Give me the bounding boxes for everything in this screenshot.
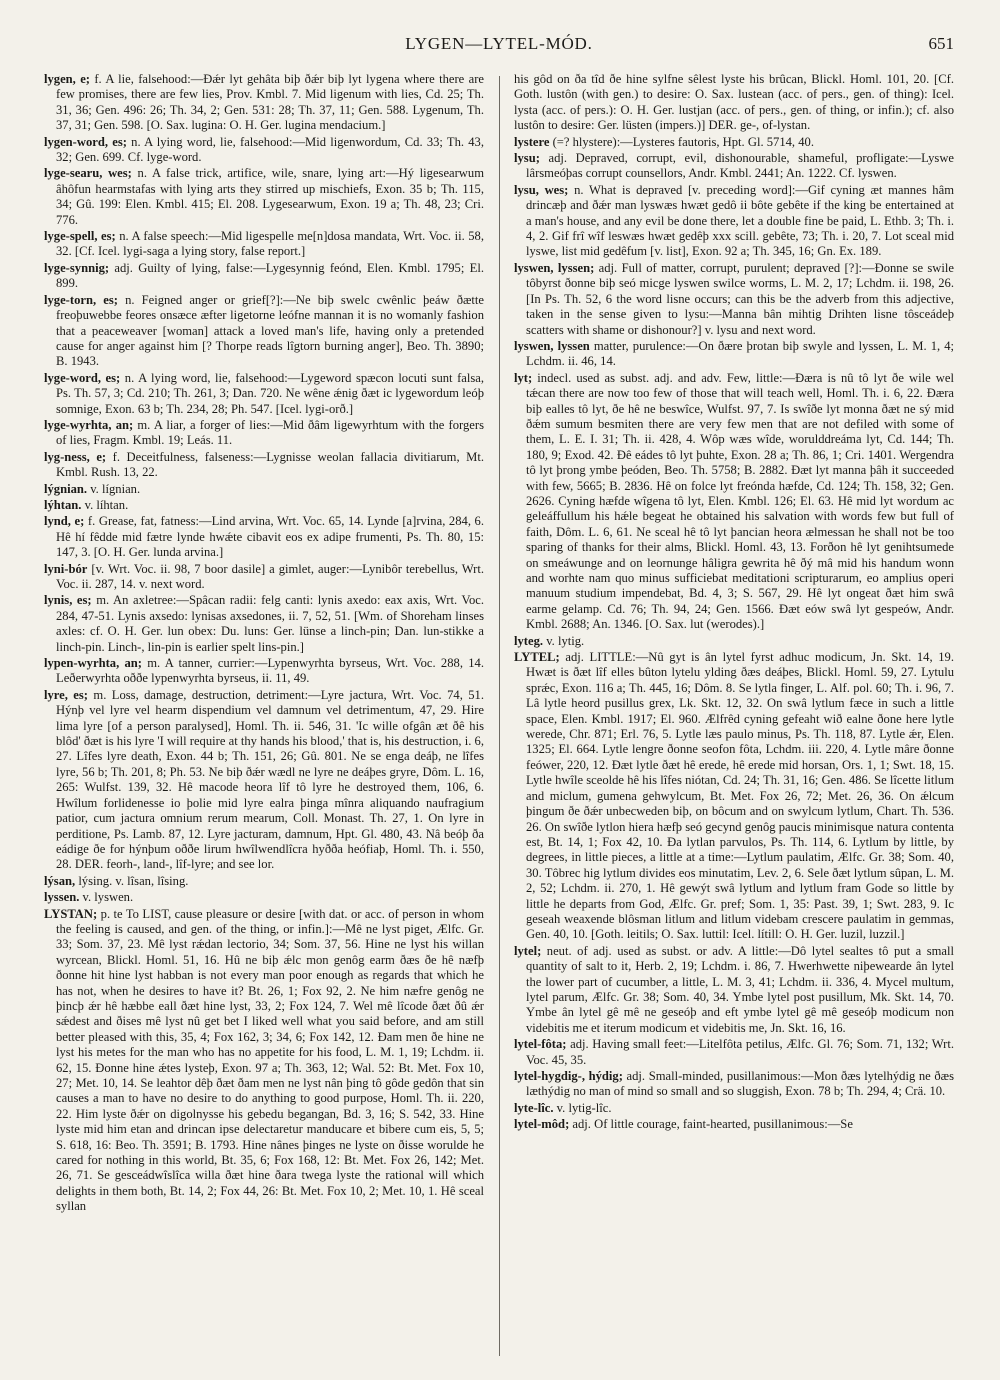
entry-text: adj. Guilty of lying, false:—Lygesynnig feónd, Elen. Kmbl. 1795; El. 899. <box>56 260 484 291</box>
dictionary-entry <box>514 261 954 338</box>
entry-headword: lyteg. <box>514 633 544 648</box>
dictionary-entry <box>44 562 484 593</box>
entry-headword: lytel-fôta; <box>514 1037 567 1052</box>
entry-text: m. Loss, damage, destruction, detriment:—Lyre jactura, Wrt. Voc. 74, 51. Hýnþ vel lyre vel hearm dispendium vel damnum vel detrimentum, 47, 29. Hire lima lyre [of a person paralysed], Homl. Th. ii. 546, 31. 'Ic wille ofgân æt ðê his blôd' ðæt is his lyre 'I will require at thy hands his blood,' that is, his destruction, i. 6, 27. Lîfes lyre death, Exon. 44 b; Th. 151, 26; Gû. 801. Ne se enga deáþ, ne lîfes lyre, 56 b; Th. 201, 8; Ph. 53. Ne biþ ðǽr wædl ne lyre ne deáþes gryre, Dôm. L. 16, 265: Wulfst. 139, 32. Hê macode heora lîf tô lyre he destroyed them, 106, 6. Hwîlum forlidenesse io þolie mid lyre ealra þinga mînra aliquando naufragium patior, cum jactura omnium rerum mearum, Coll. Monast. Th. 27, 1. On lyre in perditione, Ps. Lamb. 87, 12. Lyre jacturam, damnum, Hpt. Gl. 480, 43. Nâ beóþ ða eádige ðe for hýnþum oððe lirum hwîlwendlîcra hyðða heófiaþ, Homl. Th. i. 550, 28. DER. feorh-, land-, lîf-lyre; and see lor. <box>56 687 484 872</box>
dictionary-entry <box>514 371 954 633</box>
dictionary-entry <box>44 229 484 260</box>
dictionary-entry <box>44 514 484 560</box>
dictionary-entry <box>44 135 484 166</box>
entry-headword: lyswen, lyssen; <box>514 260 595 275</box>
dictionary-entry <box>44 688 484 873</box>
dictionary-entry <box>514 72 954 134</box>
entry-headword: lysu, wes; <box>514 182 569 197</box>
entry-headword: lytel-môd; <box>514 1117 570 1132</box>
entry-text: lýsing. v. lîsan, lîsing. <box>78 873 189 888</box>
dictionary-entry <box>44 450 484 481</box>
dictionary-entry <box>514 1069 954 1100</box>
dictionary-entry <box>44 656 484 687</box>
entry-headword: lyre, es; <box>44 687 88 702</box>
entry-text: his gôd on ða tîd ðe hine sylfne sêlest lyste his brûcan, Blickl. Homl. 101, 20. [Cf. Goth. lustôn (with gen.) to desire: O. Sax. lustean (acc. of pers., gen. of thing): Icel. lysta (acc. of pers.): O. H. Ger. lustjan (acc. of pers., gen. of thing, or infin.); cf. also lustôn to desire: Ger. lüsten (impers.)] DER. ge-, of-lystan. <box>514 72 954 133</box>
entry-text: adj. Full of matter, corrupt, purulent; depraved [?]:—Ðonne se swile tôbyrst ðonne biþ seó micge lyswen swilce worms, L. M. 2, 17; Lchdm. ii. 198, 26. [In Ps. Th. 52, 6 the word lisne occurs; can this be the adverb from this adjective, taken in the sense given to lysu:—Manna bân mihtig Drihten lisne tôsceádeþ scatters with shame or dishonour?] v. lysu and next word. <box>526 260 954 337</box>
entry-text: adj. Of little courage, faint-hearted, pusillanimous:—Se <box>572 1117 853 1132</box>
dictionary-entry <box>514 1117 954 1132</box>
entry-text: f. Deceitfulness, falseness:—Lygnisse weolan fallacia divitiarum, Mt. Kmbl. Rush. 13, 22. <box>56 449 484 480</box>
entry-text: p. te To LIST, cause pleasure or desire [with dat. or acc. of person in whom the feeling is caused, and gen. of the thing, or infin.]:—Mê ne lyst piget, Ælfc. Gr. 33; Som. 37, 23. Mê lyst rǽdan lectorio, 34; Som. 37, 56. Hine ne lyst his willan wyrcean, Blickl. Homl. 51, 16. Hû ne biþ ǽlc mon genôg earm ðæs ðe hê næfþ ðonne hit hine lyst habban is not every man poor enough as regards that which he has not, when he desires to have it? Bt. 26, 1; Fox 92, 2. Ne him næfre genôg ne þincþ ǽr hê hæbbe eall ðæt hine lyst, 33, 2; Fox 124, 7. Wel mê lîcode ðæt ðû ǽr sǽdest and ðises mê lyst nû get bet I liked well what you said before, and am still better pleased with this, 35, 4; Fox 162, 3; 34, 6; Fox 142, 12. Ðam men ðe hine ne lyst his metes for the man who has no appetite for his food, L. M. 1, 19; Lchdm. ii. 62, 15. Ðonne hine ǽtes lysteþ, Exon. 97 a; Th. 363, 12; Wal. 52: Bt. Met. Fox 10, 27; Met. 10, 14. Se leahtor dêþ ðæt ðam men ne lyst nân þing tô gôde gedôn that sin causes a man to have no desire to do anything to good purpose, Homl. Th. ii. 220, 22. Him lyste ðǽr on digolnysse his gebedu begangan, Bd. 3, 16; S. 542, 33. Hine lyste mid him etan and drincan ipse delectaretur manducare et bibere cum eis, 5, 5; S. 618, 16: Beo. Th. 3591; B. 1793. Hine nânes þinges ne lyste on ðisse worulde he cared for nothing in this world, Bt. 35, 6; Fox 168, 12: Bt. Met. Fox 26, 142; Met. 26, 71. Se gesceádwîslîca willa ðæt hine ðara twega lyste the rational will which delights in them both, Bt. 14, 2; Fox 44, 26: Bt. Met. Fox 10, 2; Met. 10, 1. Hê sceal syllan <box>56 906 484 1214</box>
entry-text: [v. Wrt. Voc. ii. 98, 7 boor dasile] a gimlet, auger:—Lynibôr terebellus, Wrt. Voc. ii. 287, 14. v. next word. <box>56 561 484 591</box>
dictionary-entry <box>44 166 484 228</box>
dictionary-entry <box>44 890 484 905</box>
entry-headword: lytel-hygdig-, hýdig; <box>514 1069 623 1083</box>
entry-text: adj. Having small feet:—Litelfôta petilus, Ælfc. Gl. 76; Som. 71, 132; Wrt. Voc. 45, 35. <box>526 1037 954 1067</box>
entry-text: indecl. used as subst. adj. and adv. Few, little:—Ðæra is nû tô lyt ðe wile wel tǽcan there are now too few of those that will teach well, Homl. Th. i. 6, 22. Ðæra biþ ealles tô lyt, ðe hê ne beswîce, Wulfst. 97, 7. Is swîðe lyt monna ðæt ne sý mid ðǽm sumum besmiten there are very few men that are not defiled with some of them, L. E. I. 31; Th. ii. 428, 4. Wôp wæs wîde, worulddreáma lyt, Cd. 144; Th. 180, 9; Exod. 42. Ðê eádes tô lyt þuhte, Exon. 28 a; Th. 86, 1; Cri. 1401. Wergendra tô lyt þrong ymbe þeóden, Beo. Th. 5758; B. 2882. Ðæt lyt manna þâh it succeeded with few, 5665; B. 2836. Hê on folce lyt freónda hæfde, Cd. 124; Th. 158, 32; Gen. 2626. Cyning hæfde wîgena tô lyt, Elen. Kmbl. 126; El. 63. Hê mid lyt wordum ac geleáffullum his hǽle begeat he obtained his salvation with words few but full of faith, Dôm. L. 6, 61. Ne sceal hê tô lyt þancian heora ælmessan he shall not be too sparing of thanks for their alms, Blickl. Homl. 43, 13. Forðon hê lyt genihtsumede on smeáwunge and on leornunge hâligra gewrita hê ðý mâ mid his handum wonn and worhte nam quo minus sufficiebat meditationi scripturarum, eo amplius operi manuum studium impendebat, Bd. 4, 3; S. 567, 29. Hê lyt ongeat ðæt him swâ earme gelamp. Cd. 76; Th. 94, 24; Gen. 1566. Ðæt eów swâ lyt gespeów, Andr. Kmbl. 2688; An. 1346. [O. Sax. lut (werodes).] <box>526 370 954 632</box>
dictionary-entry <box>514 1101 954 1116</box>
entry-headword: lýhtan. <box>44 497 82 512</box>
entry-headword: lyge-torn, es; <box>44 292 118 307</box>
dictionary-entry <box>44 418 484 449</box>
entry-text: v. líhtan. <box>84 497 129 512</box>
dictionary-entry <box>514 183 954 260</box>
entry-text: m. An axletree:—Spâcan radii: felg canti: lynis axedo: eax axis, Wrt. Voc. 284, 47-51. Lynis axsedo: lynisas axsedones, ii. 7, 52, 51. [Wm. of Shoreham linses axles: cf. O. H. Ger. lun obex: Du. luns: Ger. lünse a linch-pin; Dan. lun-stikke a linch-pin. Linch-, lin-pin is earlier spelt lins-pin.] <box>56 593 484 654</box>
dictionary-entry <box>44 482 484 497</box>
entry-text: n. A lying word, lie, falsehood:—Lygeword spæcon locuti sunt falsa, Ps. Th. 57, 3; Cd. 210; Th. 261, 3; Dan. 720. Ne wêne ǽnig ðæt ic lygewordum leóþ somnige, Exon. 63 b; Th. 234, 28; Ph. 547. [Icel. lygi-orð.] <box>56 370 484 416</box>
dictionary-entry <box>514 339 954 370</box>
dictionary-entry <box>514 944 954 1036</box>
dictionary-entry <box>514 135 954 150</box>
entry-headword: lyg-ness, e; <box>44 449 107 464</box>
entry-headword: lyge-wyrhta, an; <box>44 417 134 432</box>
dictionary-entry <box>44 261 484 292</box>
page-number: 651 <box>928 34 954 53</box>
entry-text: n. A false trick, artifice, wile, snare, lying art:—Hý ligesearwum âhôfun hearmstafas with lying arts they stirred up mischiefs, Exon. 35 b; Th. 115, 34; Gû. 199: Elen. Kmbl. 415; El. 208. Lygesearwum, Exon. 19 a; Th. 48, 23; Cri. 776. <box>56 166 484 227</box>
entry-headword: lýsan, <box>44 873 76 888</box>
dictionary-entry <box>44 907 484 1215</box>
entry-text: v. lytig. <box>546 633 585 648</box>
page-header <box>44 34 954 62</box>
dictionary-entry <box>44 371 484 417</box>
dictionary-entry <box>514 634 954 649</box>
entry-text: v. lytig-lîc. <box>556 1100 612 1115</box>
entry-text: f. Grease, fat, fatness:—Lind arvina, Wrt. Voc. 65, 14. Lynde [a]rvina, 284, 6. Hê hí fêdde mid fætre lynde hwǽte cibavit eos ex adipe frumenti, Ps. Th. 80, 15: 147, 3. [O. H. Ger. lunda arvina.] <box>56 514 484 560</box>
running-head: LYGEN—LYTEL-MÓD. <box>405 34 593 53</box>
entry-headword: lynd, e; <box>44 514 85 529</box>
entry-headword: lyge-searu, wes; <box>44 166 132 181</box>
dictionary-entry <box>514 650 954 943</box>
entry-text: matter, purulence:—On ðære þrotan biþ swyle and lyssen, L. M. 1, 4; Lchdm. ii. 46, 14. <box>526 338 954 369</box>
entry-text: adj. Depraved, corrupt, evil, dishonourable, shameful, profligate:—Lyswe lârsmeóþas corrupt counsellors, Andr. Kmbl. 2441; An. 1222. Cf. lyswen. <box>526 151 954 181</box>
entry-text: n. What is depraved [v. preceding word]:—Gif cyning æt mannes hâm drincæþ and ðǽr man lyswæs hwæt gedô ii bôte gebête if the king be entertained at a man's house, and any evil be done there, let a double fine be paid, L. Ethb. 3; Th. i. 4, 2. Gif frî wîf leswæs hwæt gedêþ xxx scill. gebête, 73; Th. i. 20, 7. Lot sceal mid lyswe, list mid gedêfum [v. list], Exon. 92 a; Th. 345, 16; Gn. Ex. 189. <box>526 182 954 259</box>
entry-text: v. lígnian. <box>90 481 141 496</box>
entry-headword: LYSTAN; <box>44 906 98 921</box>
entry-text: adj. Small-minded, pusillanimous:—Mon ðæs lytelhýdig ne ðæs læthýdig no man of mind so small and so sluggish, Exon. 78 b; Th. 294, 4; Crä. 10. <box>526 1069 954 1099</box>
entry-headword: lyge-word, es; <box>44 370 121 385</box>
entry-headword: lygen-word, es; <box>44 134 127 149</box>
entry-text: adj. LITTLE:—Nû gyt is ân lytel fyrst adhuc modicum, Jn. Skt. 14, 19. Hwæt is ðæt lîf elles bûton lytelu ylding ðæs deáþes, Blickl. Homl. 59, 27. Lytulu sprǽc, Exon. 116 a; Th. 445, 16; Dôm. 8. Se lytla finger, L. Alf. pol. 60; Th. i. 96, 7. Lâ lytle heord pusillus grex, Lk. Skt. 12, 32. On swâ lytlum fæce in such a little space, Elen. Kmbl. 1917; El. 960. Ælfrêd cyning gefeaht wið ealne ðone here lytle werede, Chr. 871; Erl. 76, 5. Lytle læs paulo minus, Ps. Th. 118, 87. Lytle ǽr, Elen. 1325; El. 664. Lytle lengre ðonne seofon fôta, Lchdm. iii. 220, 4. Lytle mâre ðonne feówer, 220, 12. Ðæt lytle ðæt hê erede, hê erede mid horsan, Ors. 1, 1; Swt. 18, 15. Lytle hwîle sceolde hê his lîfes niótan, Cd. 24; Th. 31, 16; Gen. 486. Se lîcette litlum and miclum, gumena gehwylcum, Bt. Met. Fox 26, 72; Met. 26, 36. On ǽlcum þingum ðe ðǽr unbecweden biþ, on bôcum and on swylcum lytlum, Chart. Th. 536. 26. On swîðe lytlon hiera hæfþ seó gecynd genôg paucis minimisque natura contenta est, Bt. 14, 1; Fox 42, 10. Ða lytlan parvulos, Ps. Th. 114, 6. Lytlum by little, by degrees, in little pieces, a little at a time:—Lytlum paulatim, Ælfc. Gr. 38; Som. 40, 30. Tôbrec hig lytlum divides eos minutatim, Lev. 2, 6. Sele ðæt lytlum sûpan, L. M. 2, 52; Lchdm. ii. 270, 1. Hê gewýt swâ lytlum and lytlum fram Gode so little by little he departs from God, Ælfc. Gr. pref; Som. 1, 35: Past. 39, 1; Swt. 283, 9. Ic geseah weaxende blôsman litlum and litlum videbam crescere paulatim in gemmas, Gen. 40, 10. [Goth. leitils; O. Sax. luttil: Icel. lítill: O. H. Ger. luzil, luzzil.] <box>526 650 954 942</box>
right-column <box>514 72 954 1362</box>
entry-headword: lyte-lîc. <box>514 1100 554 1115</box>
entry-headword: lyssen. <box>44 890 80 905</box>
dictionary-entry <box>44 72 484 134</box>
entry-text: neut. of adj. used as subst. or adv. A little:—Dô lytel sealtes tô put a small quantity of salt to it, Herb. 2, 19; Lchdm. i. 86, 7. Hwerhwette niþewearde ân lytel the lower part of cucumber, a little, L. M. 3, 41; Lchdm. ii. 336, 4. Mycel multum, lytel parum, Ælfc. Gr. 38; Som. 40, 34. Ymbe lytel post pusillum, Mk. Skt. 14, 70. Ymbe ân lytel gê mê ne geseóþ and eft ymbe lytel gê mê geseóþ modicum non videbitis me et iterum modicum et videbitis me, Jn. Skt. 16, 16. <box>526 943 954 1035</box>
dictionary-entry <box>44 874 484 889</box>
entry-headword: lyge-spell, es; <box>44 229 116 244</box>
entry-text: n. Feigned anger or grief[?]:—Ne biþ swelc cwênlic þeáw ðætte freoþuwebbe feores onsæce æfter ligetorne leófne mannan it is no womanly fashion that a peaceweaver [woman] attack a loved man's life, having only a pretended cause for anger against him [? Thorpe reads lîgtorn burning anger], Beo. Th. 3890; B. 1943. <box>56 292 484 369</box>
entry-headword: lystere <box>514 134 550 149</box>
entry-headword: lygen, e; <box>44 72 90 86</box>
entry-text: n. A false speech:—Mid ligespelle me[n]dosa mandata, Wrt. Voc. ii. 58, 32. [Cf. Icel. lygi-saga a lying story, false report.] <box>56 229 484 259</box>
entry-headword: lyswen, lyssen <box>514 338 590 353</box>
entry-headword: lyge-synnig; <box>44 260 110 275</box>
entry-text: (=? hlystere):—Lysteres fautoris, Hpt. Gl. 5714, 40. <box>552 134 814 149</box>
entry-text: m. A liar, a forger of lies:—Mid ðâm ligewyrhtum with the forgers of lies, Fragm. Kmbl. 19; Leás. 11. <box>56 417 484 448</box>
entry-headword: LYTEL; <box>514 650 560 665</box>
entry-headword: lynis, es; <box>44 593 92 608</box>
entry-headword: lýgnian. <box>44 481 88 496</box>
column-rule <box>499 76 500 1356</box>
entry-headword: lysu; <box>514 151 540 166</box>
dictionary-entry <box>44 498 484 513</box>
left-column <box>44 72 484 1362</box>
entry-headword: lytel; <box>514 943 542 958</box>
entry-headword: lyni-bór <box>44 561 88 576</box>
entry-text: f. A lie, falsehood:—Ðǽr lyt gehâta biþ ðǽr biþ lyt lygena where there are few promises, there are few lies, Prov. Kmbl. 7. Mid ligenum with lies, Cd. 25; Th. 31, 36; Gen. 496: 26; Th. 34, 2; Gen. 531: 28; Th. 37, 11; Gen. 588. Lygenum, Th. 37, 31; Gen. 598. [O. Sax. lugina: O. H. Ger. lugina mendacium.] <box>56 72 484 133</box>
dictionary-entry <box>514 151 954 182</box>
dictionary-entry <box>514 1037 954 1068</box>
entry-headword: lypen-wyrhta, an; <box>44 656 142 671</box>
entry-text: m. A tanner, currier:—Lypenwyrhta byrseus, Wrt. Voc. 288, 14. Leðerwyrhta oððe lypenwyrhta byrseus, ii. 11, 49. <box>56 656 484 686</box>
entry-headword: lyt; <box>514 370 533 385</box>
entry-text: n. A lying word, lie, falsehood:—Mid ligenwordum, Cd. 33; Th. 43, 32; Gen. 699. Cf. lyge-word. <box>56 134 484 165</box>
dictionary-entry <box>44 293 484 370</box>
columns <box>44 72 954 1362</box>
entry-text: v. lyswen. <box>82 890 134 905</box>
dictionary-entry <box>44 593 484 655</box>
